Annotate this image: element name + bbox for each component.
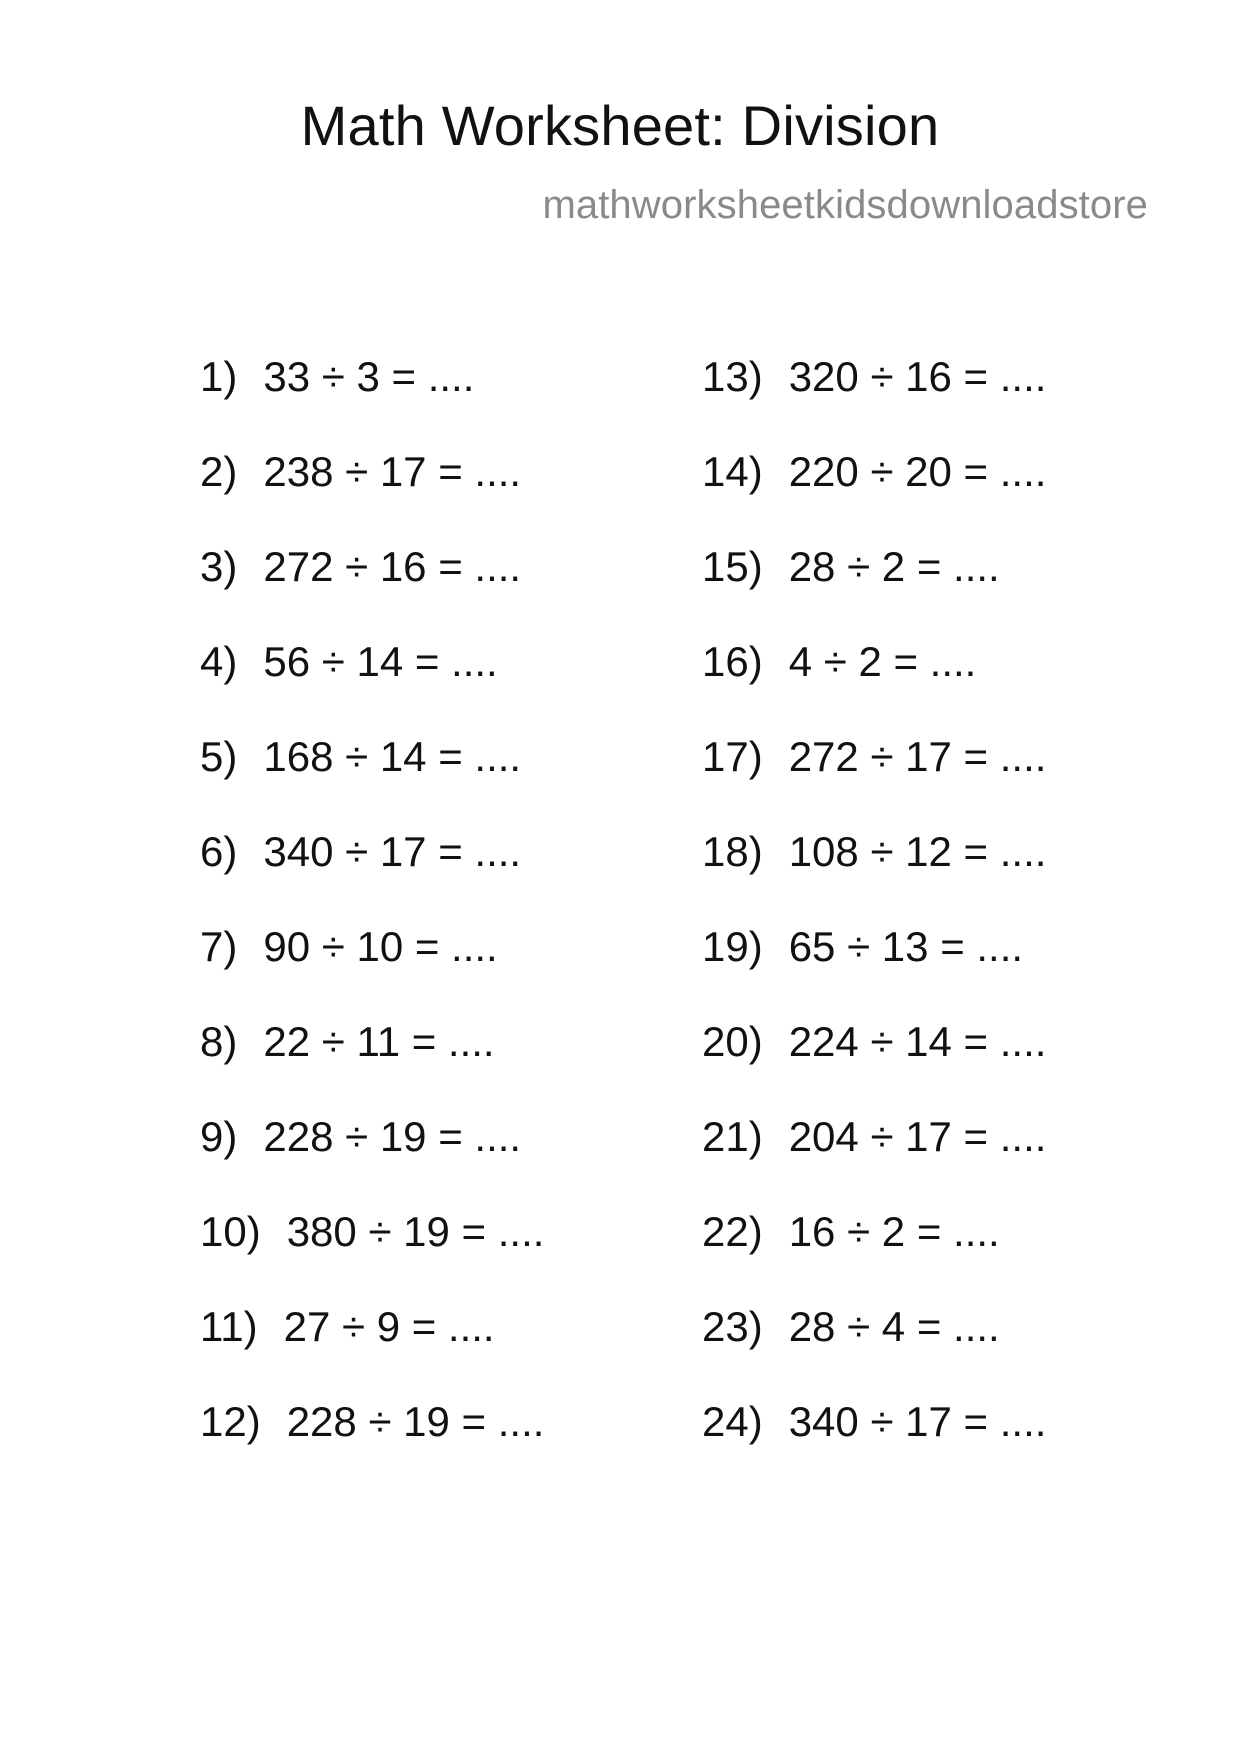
problem-item (702, 733, 1046, 828)
problem-expression: 340 ÷ 17 = .... (263, 828, 522, 875)
problem-item (702, 1208, 1046, 1303)
problem-number: 3) (200, 543, 238, 590)
problem-expression: 65 ÷ 13 = .... (788, 923, 1024, 970)
page-title: Math Worksheet: Division (300, 94, 940, 157)
problem-number: 14) (702, 448, 763, 495)
problem-item (200, 733, 544, 828)
problem-expression: 272 ÷ 16 = .... (263, 543, 522, 590)
problem-expression: 380 ÷ 19 = .... (286, 1208, 545, 1255)
problem-item (702, 353, 1046, 448)
problem-number: 10) (200, 1208, 261, 1255)
problem-number: 2) (200, 448, 238, 495)
problem-number: 11) (200, 1303, 258, 1350)
problem-expression: 224 ÷ 14 = .... (788, 1018, 1047, 1065)
problem-number: 19) (702, 923, 763, 970)
problem-column-right (702, 353, 1046, 1493)
problem-number: 17) (702, 733, 763, 780)
problem-number: 4) (200, 638, 238, 685)
problem-number: 22) (702, 1208, 763, 1255)
page-subtitle: mathworksheetkidsdownloadstore (542, 183, 1148, 227)
problem-number: 24) (702, 1398, 763, 1445)
problem-item (702, 543, 1046, 638)
problem-number: 1) (200, 353, 238, 400)
problem-item (200, 1113, 544, 1208)
problem-item (200, 1398, 544, 1493)
problem-expression: 28 ÷ 2 = .... (788, 543, 1000, 590)
problem-item (702, 448, 1046, 543)
problem-number: 9) (200, 1113, 238, 1160)
problem-number: 6) (200, 828, 238, 875)
problem-expression: 56 ÷ 14 = .... (263, 638, 498, 685)
problem-number: 16) (702, 638, 763, 685)
problem-item (702, 828, 1046, 923)
problem-expression: 33 ÷ 3 = .... (263, 353, 475, 400)
problem-expression: 320 ÷ 16 = .... (788, 353, 1047, 400)
problem-expression: 16 ÷ 2 = .... (788, 1208, 1000, 1255)
problem-expression: 340 ÷ 17 = .... (788, 1398, 1047, 1445)
problem-number: 13) (702, 353, 763, 400)
problem-number: 7) (200, 923, 238, 970)
problem-column-left (200, 353, 544, 1493)
problem-number: 20) (702, 1018, 763, 1065)
problem-number: 8) (200, 1018, 238, 1065)
problem-item (200, 638, 544, 733)
problem-number: 23) (702, 1303, 763, 1350)
problem-number: 18) (702, 828, 763, 875)
problem-item (200, 1018, 544, 1113)
problem-item (200, 1303, 544, 1398)
problem-number: 5) (200, 733, 238, 780)
problem-expression: 108 ÷ 12 = .... (788, 828, 1047, 875)
problem-item (200, 543, 544, 638)
problem-item (200, 828, 544, 923)
problem-item (702, 923, 1046, 1018)
problem-number: 15) (702, 543, 763, 590)
problem-number: 12) (200, 1398, 261, 1445)
problem-expression: 228 ÷ 19 = .... (286, 1398, 545, 1445)
problem-expression: 204 ÷ 17 = .... (788, 1113, 1047, 1160)
problem-expression: 22 ÷ 11 = .... (263, 1018, 495, 1065)
problem-expression: 228 ÷ 19 = .... (263, 1113, 522, 1160)
problem-expression: 238 ÷ 17 = .... (263, 448, 522, 495)
problem-item (702, 1303, 1046, 1398)
problem-item (200, 353, 544, 448)
problem-expression: 168 ÷ 14 = .... (263, 733, 522, 780)
problem-expression: 220 ÷ 20 = .... (788, 448, 1047, 495)
problem-number: 21) (702, 1113, 763, 1160)
problem-expression: 27 ÷ 9 = .... (283, 1303, 495, 1350)
problem-expression: 272 ÷ 17 = .... (788, 733, 1047, 780)
problem-item (200, 923, 544, 1018)
problem-item (200, 1208, 544, 1303)
problem-expression: 28 ÷ 4 = .... (788, 1303, 1000, 1350)
problem-item (702, 1018, 1046, 1113)
problem-expression: 4 ÷ 2 = .... (788, 638, 977, 685)
problem-item (702, 1398, 1046, 1493)
problem-item (702, 638, 1046, 733)
problem-expression: 90 ÷ 10 = .... (263, 923, 498, 970)
problem-item (200, 448, 544, 543)
problem-item (702, 1113, 1046, 1208)
